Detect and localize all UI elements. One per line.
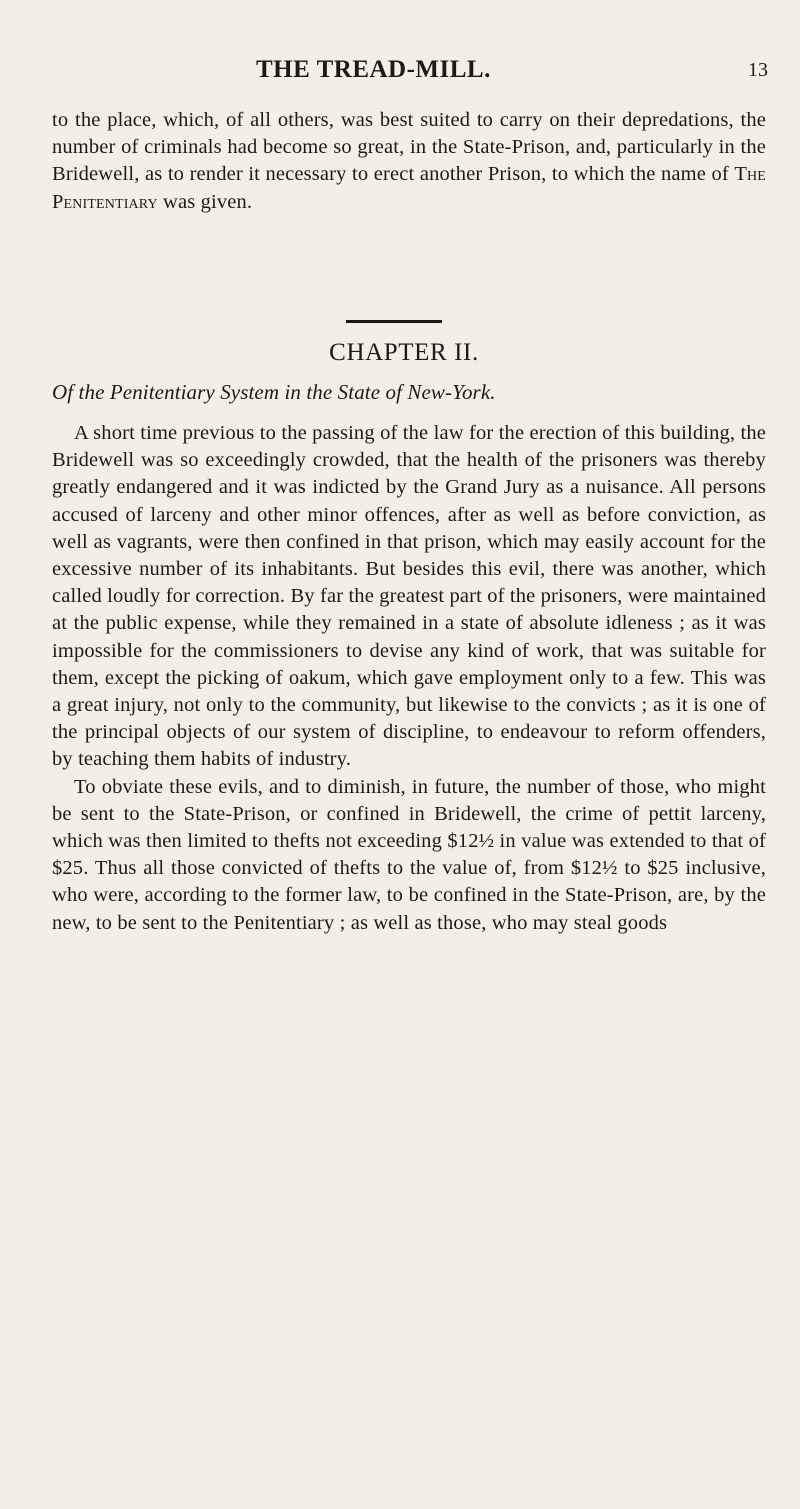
section-divider <box>346 320 442 323</box>
chapter-paragraph: To obviate these evils, and to diminish, in future, the number of those, who might be sent to the State-Prison, or confined in Bridewell, the crime of pettit larceny, which was then limited to thefts not exceeding $12½ in value was extended to that of $25. Thus all those convicted of thefts to the value of, from $12½ to $25 inclusive, who were, according to the former law, to be confined in the State-Prison, are, by the new, to be sent to the Penitentiary ; as well as those, who may steal goods <box>52 775 766 934</box>
opening-text-end: was given. <box>157 190 253 213</box>
opening-text-start: to the place, which, of all others, was best suited to carry on their depredations, the number of criminals had become so great, in the State-Prison, and, particularly in the Bridewell, as to render it necessary to erect another Prison, to which the name of <box>52 109 766 186</box>
running-head: THE TREAD-MILL. <box>256 56 491 83</box>
chapter-paragraph: A short time previous to the passing of the law for the erection of this building, the Bridewell was so exceedingly crowded, that the health of the prisoners was thereby greatly endangered and it was indicted by the Grand Jury as a nuisance. All persons accused of larceny and other minor offences, after as well as before conviction, as well as vagrants, were then confined in that prison, which may easily account for the excessive number of its inhabitants. But besides this evil, there was another, which called loudly for correction. By far the greatest part of the prisoners, were maintained at the public expense, while they remained in a state of absolute idleness ; as it was impossible for the commissioners to devise any kind of work, that was suitable for them, except the picking of oakum, which gave employment only to a few. This was a great injury, not only to the community, but likewise to the convicts ; as it is one of the principal objects of our system of discipline, to endeavour to reform offenders, by teaching them habits of industry. <box>52 422 766 771</box>
chapter-heading: CHAPTER II. <box>329 339 479 366</box>
chapter-body <box>52 420 766 937</box>
opening-paragraph <box>52 107 766 216</box>
page-number: 13 <box>748 59 768 81</box>
chapter-subtitle: Of the Penitentiary System in the State of New-York. <box>52 380 496 404</box>
penitentiary-name: The Penitentiary <box>52 163 766 213</box>
